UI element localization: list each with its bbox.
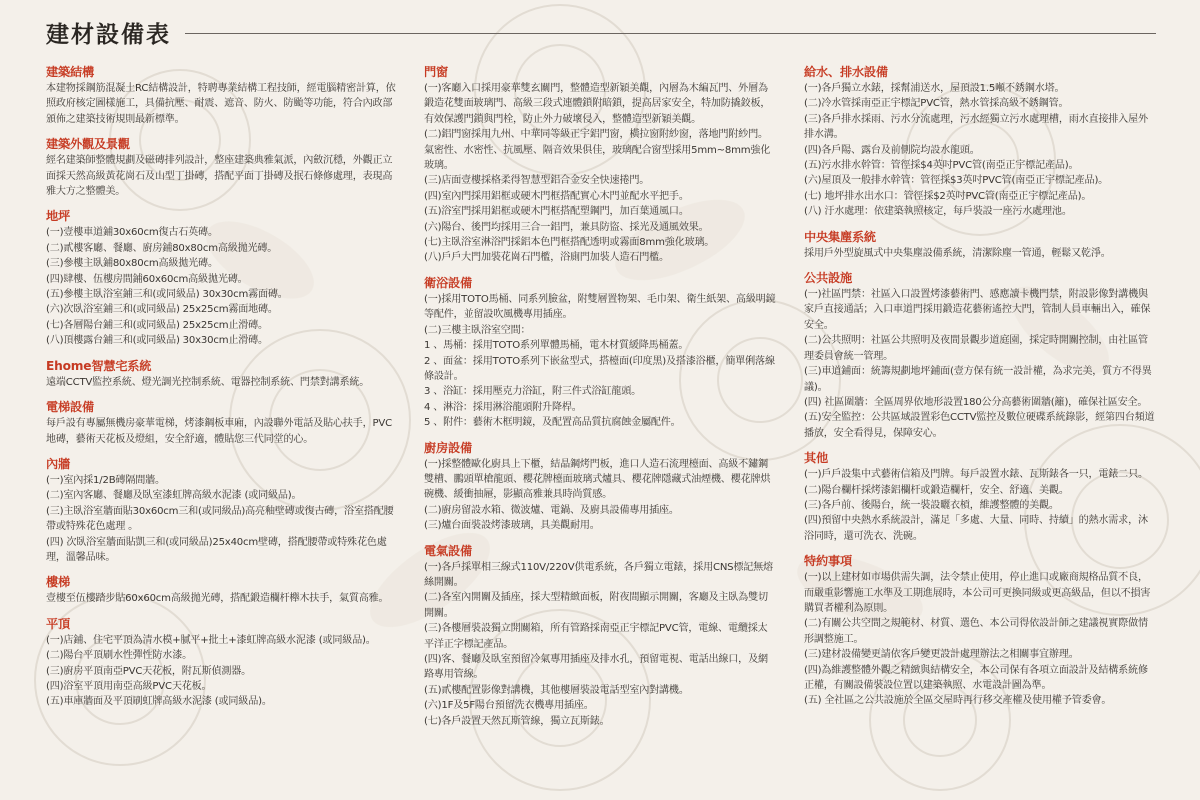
spec-line: 每戶設有專屬無機房豪華電梯，烤漆鋼板車廂，內設聯外電話及貼心扶手，PVC地磚，藝術天花板及燈組，安全舒適，體貼您三代同堂的心。 — [46, 418, 392, 445]
section-heading: 內牆 — [46, 456, 70, 471]
spec-line: (五)污水排水幹管：管徑採$4英吋PVC管(南亞正宇標記產品)。 — [804, 160, 1079, 172]
section-heading: 樓梯 — [46, 575, 70, 590]
spec-line: (四) 社區圍牆：全區周界依地形設置180公分高藝術圍牆(籬)，確保社區安全。 — [804, 396, 1148, 408]
spec-line: (二)陽台欄杆採烤漆鋁欄杆或鍛造欄杆，安全、舒適、美觀。 — [804, 484, 1069, 496]
spec-line: (二)各室內開關及插座，採大型精緻面板，附夜間顯示開關，客廳及主臥為雙切開關。 — [424, 592, 768, 619]
spec-section — [424, 275, 776, 431]
spec-line: 壹樓至伍樓踏步貼60x60cm高級拋光磚，搭配鍛造欄杆櫸木扶手，氣質高雅。 — [46, 593, 389, 605]
spec-section — [804, 64, 1156, 220]
title-rule — [185, 33, 1156, 34]
spec-line: (五) 全社區之公共設施於全區交屋時再行移交產權及使用權予管委會。 — [804, 695, 1112, 707]
spec-line: (二)鋁門窗採用九州、中華同等級正宇鋁門窗，橫拉窗附紗窗，落地門附紗門。氣密性、水密性、抗風壓、隔音效果俱佳，玻璃配合窗型採用5mm~8mm強化玻璃。 — [424, 129, 771, 172]
spec-line: (一)客廳入口採用豪華雙玄關門，整體造型新穎美觀，內層為木編瓦門、外層為鍛造花雙面玻璃門、高級三段式連體鎖附暗鎖，提高居家安全，特加防撬鉸板，有效保護門鎖與門栓，防止外力破壞侵入，整體造型新穎美觀。 — [424, 83, 771, 125]
section-heading: 中央集塵系統 — [804, 229, 876, 244]
section-heading: 門窗 — [424, 65, 448, 79]
spec-line: (八)頂樓露台鋪三和(或同級品) 30x30cm止滑磚。 — [46, 335, 268, 347]
spec-line: (一)壹樓車道鋪30x60cm復古石英磚。 — [46, 227, 218, 239]
spec-section — [424, 440, 776, 534]
spec-line: (一)各戶採單相三線式110V/220V供電系統，各戶獨立電錶，採用CNS標記無熔絲開關。 — [424, 561, 773, 588]
spec-line: 經名建築師整體規劃及磁磚排列設計，整座建築典雅氣派，內斂沉穩，外觀正立面採天然高級黃花崗石及山型丁掛磚，搭配平面丁掛磚及抿石條修處理，表現高雅大方之整體美。 — [46, 155, 393, 198]
spec-line: (一)採整體歐化廚具上下櫃，結晶鋼烤門板，進口人造石流理檯面、高級不鏽鋼雙槽、鵬頭單槍龍頭、櫻花牌檯面玻璃式爐具、櫻花牌隱藏式油煙機、櫻花牌烘碗機、緩衝抽屜，影顯高雅兼具時尚質感。 — [424, 458, 771, 501]
spec-line: (二)有關公共空間之規範材、材質、選色、本公司得依設計師之建議視實際做情形調整施工。 — [804, 618, 1148, 645]
spec-line: (一)戶戶設集中式藝術信箱及門牌。每戶設置水錶、瓦斯錶各一只，電錶二只。 — [804, 469, 1148, 481]
spec-line: (二)廚房留設水箱、微波爐、電鍋、及廚具設備專用插座。 — [424, 504, 679, 516]
spec-line: (八) 汙水處理：依建築執照核定，每戶裝設一座污水處理池。 — [804, 206, 1072, 218]
spec-line: 1 、馬桶：採用TOTO系列單體馬桶，電木材質緩降馬桶蓋。 — [424, 340, 689, 352]
spec-line: (三)各樓層裝設獨立開關箱，所有管路採南亞正宇標記PVC管，電線、電纜採太平洋正字標記產品。 — [424, 623, 768, 650]
section-heading: 其他 — [804, 451, 828, 466]
spec-line: 3 、浴缸：採用壓克力浴缸，附三件式浴缸龍頭。 — [424, 386, 641, 398]
spec-line: (二)陽台平頂刷水性彈性防水漆。 — [46, 650, 192, 662]
spec-line: (一)社區門禁：社區入口設置烤漆藝術門、感應讀卡機門禁，附設影像對講機與家戶直接通話；入口車道門採用鍛造花藝術遙控大門，管制人員車輛出入，確保安全。 — [804, 289, 1151, 331]
spec-line: (二)三樓主臥浴室空間： — [424, 324, 531, 336]
spec-line: (八)戶戶大門加裝花崗石門檻，浴廁門加裝人造石門檻。 — [424, 252, 669, 264]
spec-line: (四)為維護整體外觀之精緻與結構安全，本公司保有各項立面設計及結構系統修正權，有關設備裝設位置以建築執照、水電設計圖為準。 — [804, 664, 1148, 691]
spec-line: (二)公共照明：社區公共照明及夜間景觀步道庭園，採定時開關控制，由社區管理委員會統一管理。 — [804, 335, 1148, 362]
spec-line: (三)店面壹樓採格柔得智慧型鋁合金安全快速捲門。 — [424, 175, 650, 187]
spec-line: (六)屋頂及一般排水幹管：管徑採$3英吋PVC管(南亞正宇標記產品)。 — [804, 175, 1109, 187]
section-heading: 電氣設備 — [424, 543, 472, 558]
section-heading: 建築結構 — [46, 65, 94, 79]
spec-line: (三)參樓主臥鋪80x80cm高級拋光磚。 — [46, 258, 218, 270]
spec-line: 2 、面盆：採用TOTO系列下嵌盆型式，搭檯面(印度黑)及搭漆浴櫃，簡單俐落線條設計。 — [424, 355, 775, 382]
section-heading: 給水、排水設備 — [804, 65, 888, 79]
spec-column-1 — [46, 64, 396, 719]
spec-line: (六)陽台、後門均採用三合一鋁門，兼具防盜、採光及通風效果。 — [424, 221, 709, 233]
spec-line: (三)主臥浴室牆面貼30x60cm三和(或同級品)高亮釉壁磚或復古磚，浴室搭配腰帶或特殊花色處理 。 — [46, 505, 394, 533]
spec-line: (二)貳樓客廳、餐廳、廚房鋪80x80cm高級拋光磚。 — [46, 242, 278, 254]
spec-line: (七)主臥浴室淋浴門採鋁本色門框搭配透明或霧面8mm強化玻璃。 — [424, 237, 715, 249]
spec-column-2 — [424, 64, 776, 738]
section-heading: 公共設施 — [804, 271, 852, 286]
spec-line: (四) 次臥浴室牆面貼凱三和(或同級品)25x40cm壁磚，搭配腰帶或特殊花色處理，溫馨品味。 — [46, 536, 387, 563]
spec-line: (三)建材設備變更請依客戶變更設計處理辦法之相關事宜辦理。 — [804, 649, 1079, 661]
spec-line: (三)爐台面裝設烤漆玻璃，具美觀耐用。 — [424, 520, 600, 532]
spec-column-3 — [804, 64, 1156, 718]
spec-section — [804, 270, 1156, 441]
spec-line: 採用戶外型旋風式中央集塵設備系統，清潔除塵一管通，輕鬆又乾淨。 — [804, 247, 1111, 259]
spec-line: (三)廚房平頂南亞PVC天花板，附瓦斯偵測器。 — [46, 665, 252, 677]
spec-line: (七)各戶設置天然瓦斯管線，獨立瓦斯錶。 — [424, 715, 610, 727]
spec-line: (五)安全監控：公共區域設置彩色CCTV監控及數位硬碟系統錄影，經第四台頻道播放，安全看得見，保障安心。 — [804, 412, 1155, 439]
spec-line: (一)店鋪、住宅平頂為清水模+膩平+批土+漆虹牌高級水泥漆 (或同級品)。 — [46, 634, 376, 646]
spec-section — [46, 136, 396, 199]
spec-line: 遠端CCTV監控系統、燈光調光控制系統、電器控制系統、門禁對講系統。 — [46, 376, 370, 388]
section-heading: 衛浴設備 — [424, 275, 472, 290]
section-heading: 特約事項 — [804, 554, 852, 569]
page-header — [46, 14, 1156, 50]
spec-line: (三)各戶排水採雨、污水分流處理，污水經獨立污水處理槽，雨水直接排入屋外排水溝。 — [804, 113, 1148, 141]
section-heading: Ehome智慧宅系統 — [46, 358, 152, 373]
spec-section — [46, 64, 396, 127]
spec-section — [46, 208, 396, 348]
spec-section — [424, 64, 776, 266]
spec-section — [46, 456, 396, 565]
spec-line: (五)車庫牆面及平頂刷虹牌高級水泥漆 (或同級品)。 — [46, 696, 272, 708]
spec-line: (一)以上建材如市場供需失調，法令禁止使用，停止進口或廠商規格品質不良，而嚴重影響施工水準及工期進展時，本公司可更換同級或更高級品，但以不損害購買者權利為原則。 — [804, 572, 1151, 614]
spec-line: (四)預留中央熱水系統設計，滿足「多處、大量、同時、持續」的熱水需求，沐浴同時，還可洗衣、洗碗。 — [804, 515, 1148, 542]
spec-line: (五)參樓主臥浴室鋪三和(或同級品) 30x30cm霧面磚。 — [46, 289, 288, 301]
spec-line: (一)室內採1/2B磚隔間牆。 — [46, 474, 165, 486]
spec-line: (四)各戶陽、露台及前側院均設水龍頭。 — [804, 144, 980, 156]
spec-line: (七)各層陽台鋪三和(或同級品) 25x25cm止滑磚。 — [46, 319, 268, 331]
section-heading: 平頂 — [46, 616, 70, 631]
spec-line: (六)次臥浴室鋪三和(或同級品) 25x25cm霧面地磚。 — [46, 304, 278, 316]
spec-section — [46, 358, 396, 390]
spec-line: (六)1F及5F陽台預留洗衣機專用插座。 — [424, 700, 594, 712]
spec-line: (一)採用TOTO馬桶、同系列臉盆，附雙層置物架、毛巾架、衛生紙架、高級明鏡等配件，並留設吹風機專用插座。 — [424, 293, 776, 321]
spec-line: (五)浴室門採用鋁框或硬木門框搭配塑鋼門，加百葉通風口。 — [424, 206, 689, 218]
spec-line: (四)浴室平頂用南亞高級PVC天花板。 — [46, 680, 212, 692]
spec-line: (二)室內客廳、餐廳及臥室漆虹牌高級水泥漆 (或同級品)。 — [46, 490, 302, 502]
spec-section — [804, 229, 1156, 261]
section-heading: 建築外觀及景觀 — [46, 137, 130, 152]
spec-section — [46, 616, 396, 710]
section-heading: 地坪 — [46, 209, 70, 224]
spec-line: (四)客、餐廳及臥室預留冷氣專用插座及排水孔，預留電視、電話出線口，及網路專用管線。 — [424, 654, 768, 681]
spec-line: (一)各戶獨立水錶，採幫浦送水，屋頂設1.5噸不銹鋼水塔。 — [804, 83, 1065, 94]
spec-line: (七) 地坪排水出水口：管徑採$2英吋PVC管(南亞正宇標記產品)。 — [804, 190, 1092, 202]
page-title: 建材設備表 — [46, 20, 171, 48]
spec-section — [804, 553, 1156, 709]
spec-section — [46, 574, 396, 606]
spec-line: 本建物採鋼筋混凝土RC結構設計，特聘專業結構工程技師，經電腦精密計算，依照政府核定圖樣施工，具備抗壓、耐震、遮音、防火、防颱等功能，符合內政部頒佈之建築技術規則最新標準。 — [46, 83, 396, 125]
spec-line: (三)各戶前、後陽台，統一裝設曬衣槓，維護整體的美觀。 — [804, 499, 1059, 511]
section-heading: 電梯設備 — [46, 400, 94, 415]
section-heading: 廚房設備 — [424, 440, 472, 455]
spec-section — [804, 450, 1156, 544]
spec-line: 5 、附件：藝術木框明鏡，及配置高品質抗腐蝕金屬配件。 — [424, 417, 681, 429]
spec-section — [424, 543, 776, 729]
spec-line: (四)肆樓、伍樓房間鋪60x60cm高級拋光磚。 — [46, 273, 248, 285]
spec-line: (五)貳樓配置影像對講機，其他樓層裝設電話型室內對講機。 — [424, 684, 689, 696]
spec-section — [46, 399, 396, 447]
spec-line: (二)冷水管採南亞正宇標記PVC管，熱水管採高級不銹鋼管。 — [804, 98, 1069, 110]
spec-line: 4 、淋浴：採用淋浴龍頭附升降桿。 — [424, 401, 582, 413]
spec-line: (三)車道鋪面：統籌規劃地坪鋪面(壹方保有統一設計權，為求完美，質方不得異議)。 — [804, 366, 1152, 393]
spec-line: (四)室內門採用鋁框或硬木門框搭配實心木門並配水平把手。 — [424, 190, 689, 202]
